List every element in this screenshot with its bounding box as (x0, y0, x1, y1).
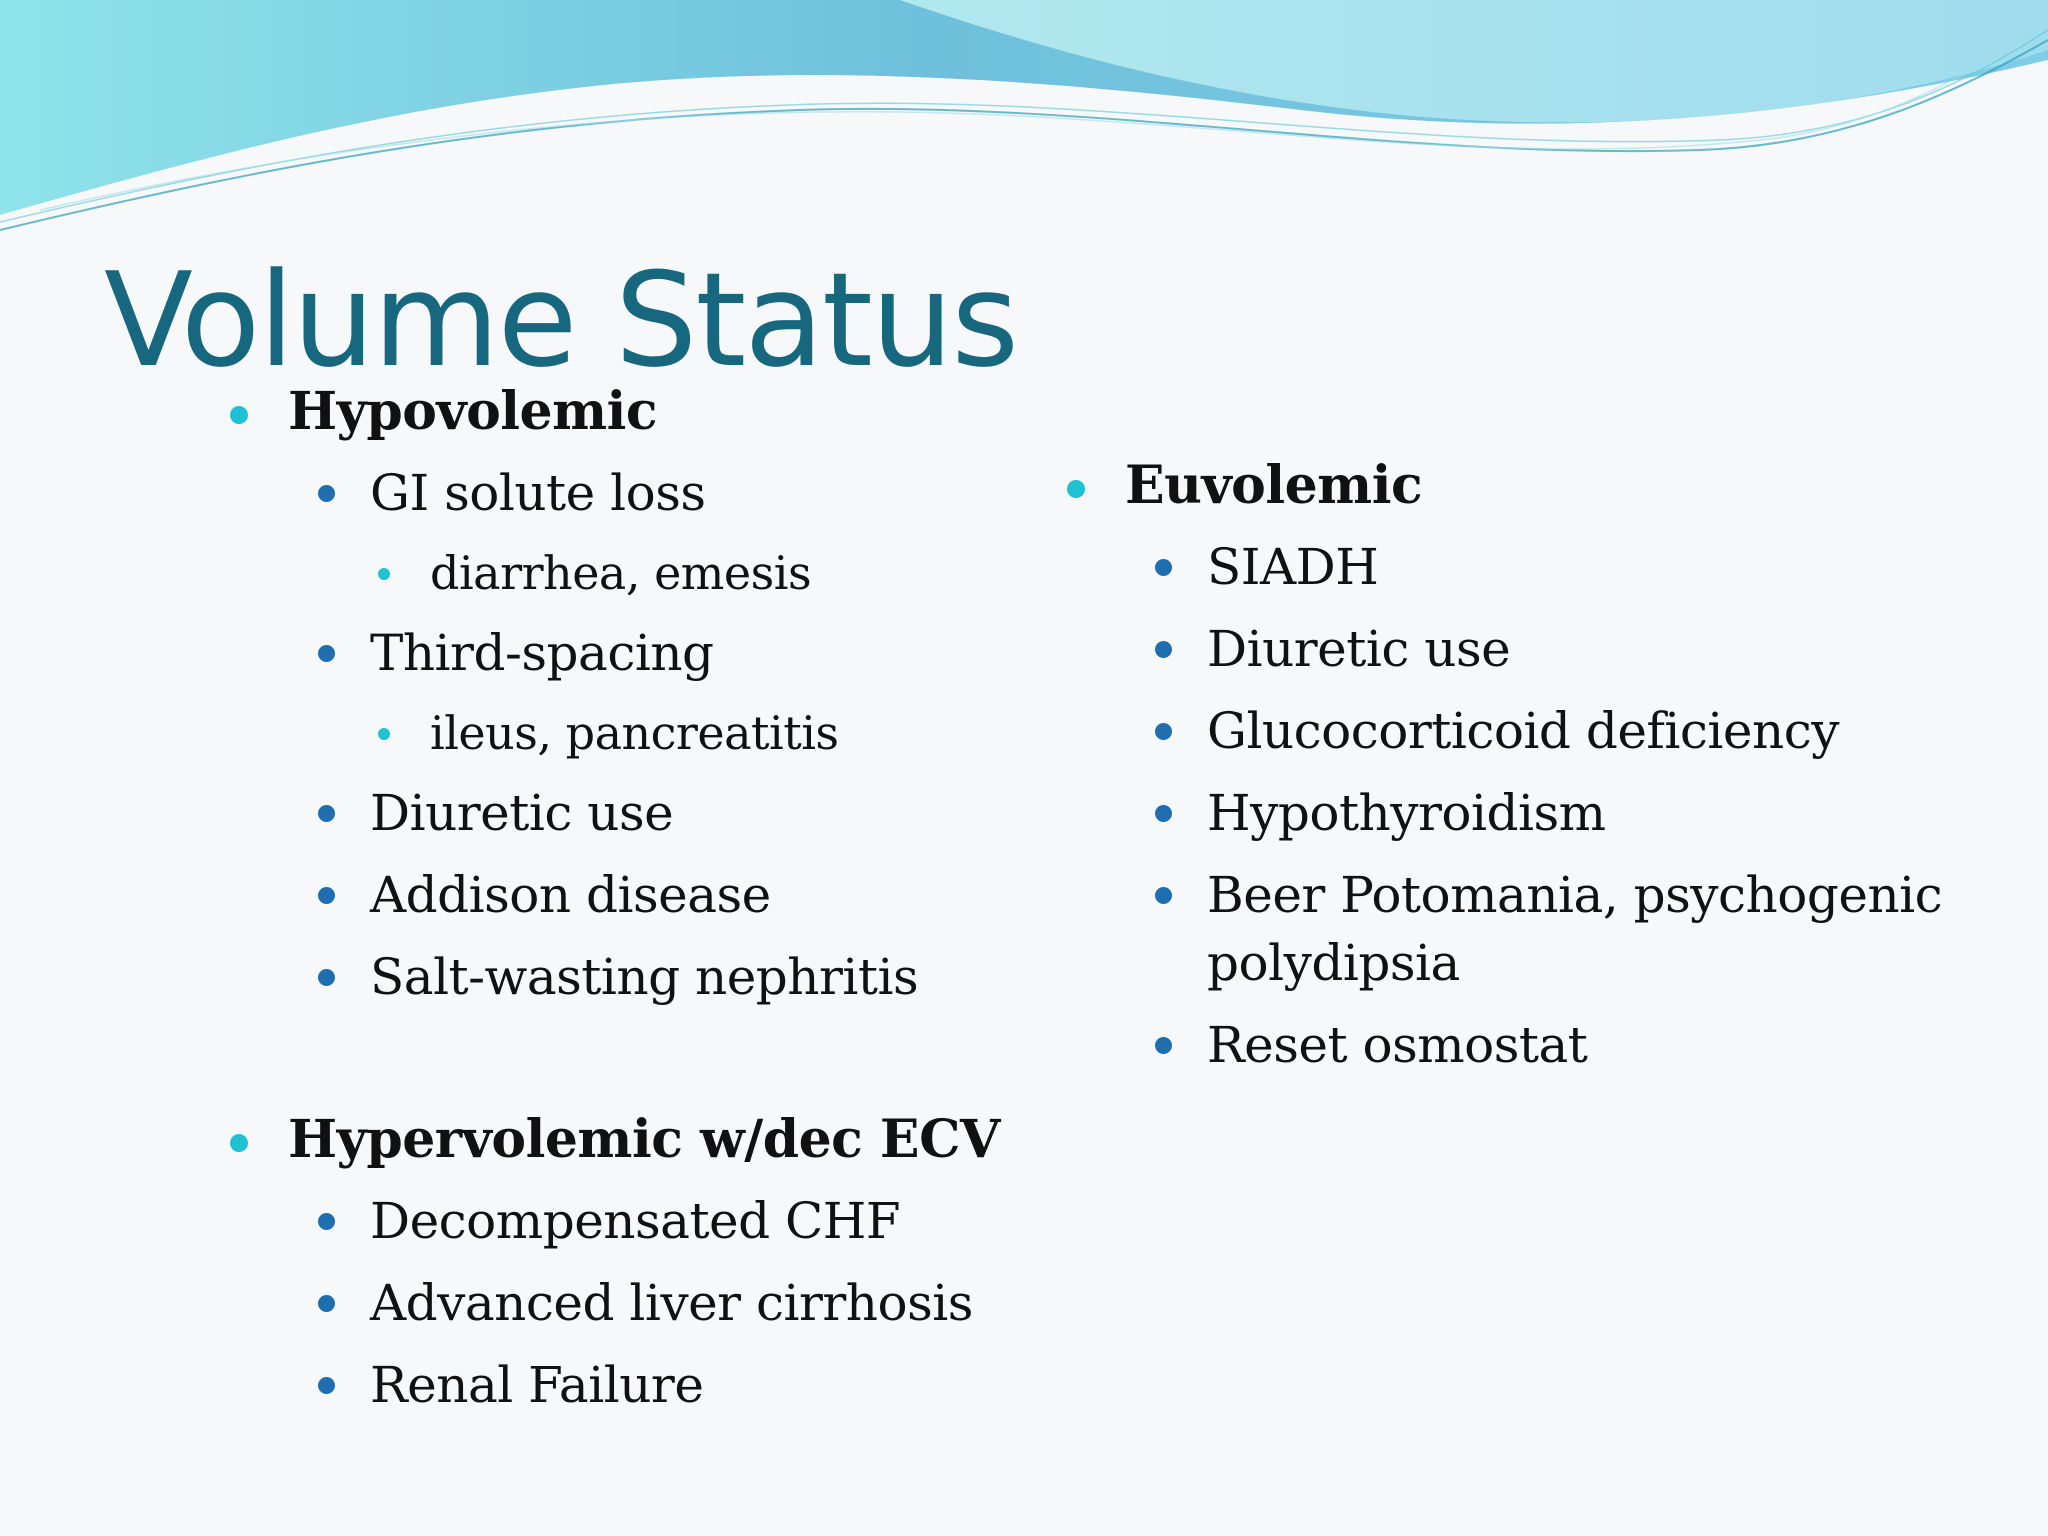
list-item-decompensated-chf: Decompensated CHF (224, 1180, 1044, 1262)
hypervolemic-section (224, 1100, 1044, 1426)
hypervolemic-list (224, 1100, 1044, 1426)
list-item-gi-solute-loss: GI solute loss (224, 452, 1024, 534)
list-item-hypothyroidism: Hypothyroidism (1061, 772, 2021, 854)
list-item-reset-osmostat: Reset osmostat (1061, 1004, 2021, 1086)
list-item-beer-potomania: Beer Potomania, psychogenic polydipsia (1061, 854, 2021, 1004)
list-subitem-diarrhea-emesis: diarrhea, emesis (224, 534, 1024, 612)
euvolemic-heading: Euvolemic (1061, 446, 2021, 526)
slide-title: Volume Status (104, 244, 1018, 396)
list-item-addison-disease: Addison disease (224, 854, 1024, 936)
list-item-salt-wasting-nephritis: Salt-wasting nephritis (224, 936, 1024, 1018)
hypervolemic-heading: Hypervolemic w/dec ECV (224, 1100, 1044, 1180)
list-subitem-ileus-pancreatitis: ileus, pancreatitis (224, 694, 1024, 772)
list-item-diuretic-use-euvolemic: Diuretic use (1061, 608, 2021, 690)
list-item-advanced-liver-cirrhosis: Advanced liver cirrhosis (224, 1262, 1044, 1344)
header-wave-decoration (0, 0, 2048, 260)
euvolemic-section (1061, 446, 2021, 1086)
hypovolemic-section (224, 372, 1024, 1018)
euvolemic-list (1061, 446, 2021, 1086)
hypovolemic-list (224, 372, 1024, 1018)
hypovolemic-heading: Hypovolemic (224, 372, 1024, 452)
list-item-glucocorticoid-deficiency: Glucocorticoid deficiency (1061, 690, 2021, 772)
list-item-diuretic-use: Diuretic use (224, 772, 1024, 854)
list-item-third-spacing: Third-spacing (224, 612, 1024, 694)
list-item-siadh: SIADH (1061, 526, 2021, 608)
list-item-renal-failure: Renal Failure (224, 1344, 1044, 1426)
